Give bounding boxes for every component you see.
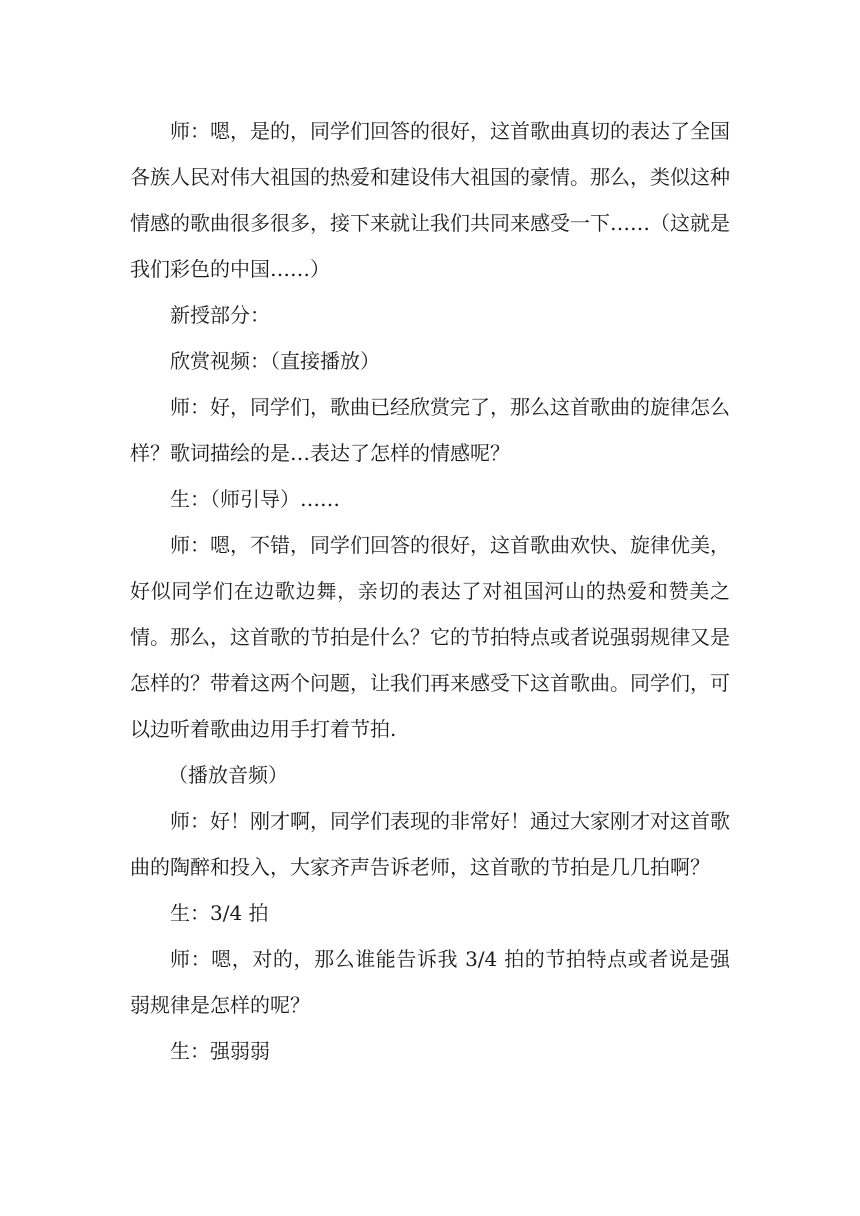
paragraph-video: 欣赏视频：（直接播放） [170, 349, 380, 373]
paragraph-teacher-intro: 师：嗯，是的，同学们回答的很好，这首歌曲真切的表达了全国各族人民对伟大祖国的热爱和建设伟大祖国的豪情。那么，类似这种情感的歌曲很多很多，接下来就让我们共同来感受一下……（这就是我们彩色的中国……） [130, 119, 730, 281]
paragraph-student-rule: 生：强弱弱 [170, 1039, 270, 1063]
document-body [130, 108, 730, 1074]
paragraph-student-beat: 生：3/4 拍 [170, 901, 269, 925]
paragraph-teacher-praise: 师：好！刚才啊，同学们表现的非常好！通过大家刚才对这首歌曲的陶醉和投入，大家齐声告诉老师，这首歌的节拍是几几拍啊？ [130, 809, 730, 879]
paragraph-student-answer: 生：（师引导）…… [170, 487, 340, 511]
paragraph-new-section: 新授部分： [170, 303, 270, 327]
paragraph-teacher-rule: 师：嗯，对的，那么谁能告诉我 3/4 拍的节拍特点或者说是强弱规律是怎样的呢？ [130, 947, 730, 1017]
paragraph-play-audio: （播放音频） [168, 763, 288, 787]
paragraph-teacher-question: 师：好，同学们，歌曲已经欣赏完了，那么这首歌曲的旋律怎么样？歌词描绘的是…表达了怎样的情感呢？ [130, 395, 730, 465]
paragraph-teacher-meter: 师：嗯，不错，同学们回答的很好，这首歌曲欢快、旋律优美，好似同学们在边歌边舞，亲切的表达了对祖国河山的热爱和赞美之情。那么，这首歌的节拍是什么？它的节拍特点或者说强弱规律又是怎样的？带着这两个问题，让我们再来感受下这首歌曲。同学们，可以边听着歌曲边用手打着节拍. [130, 533, 730, 741]
